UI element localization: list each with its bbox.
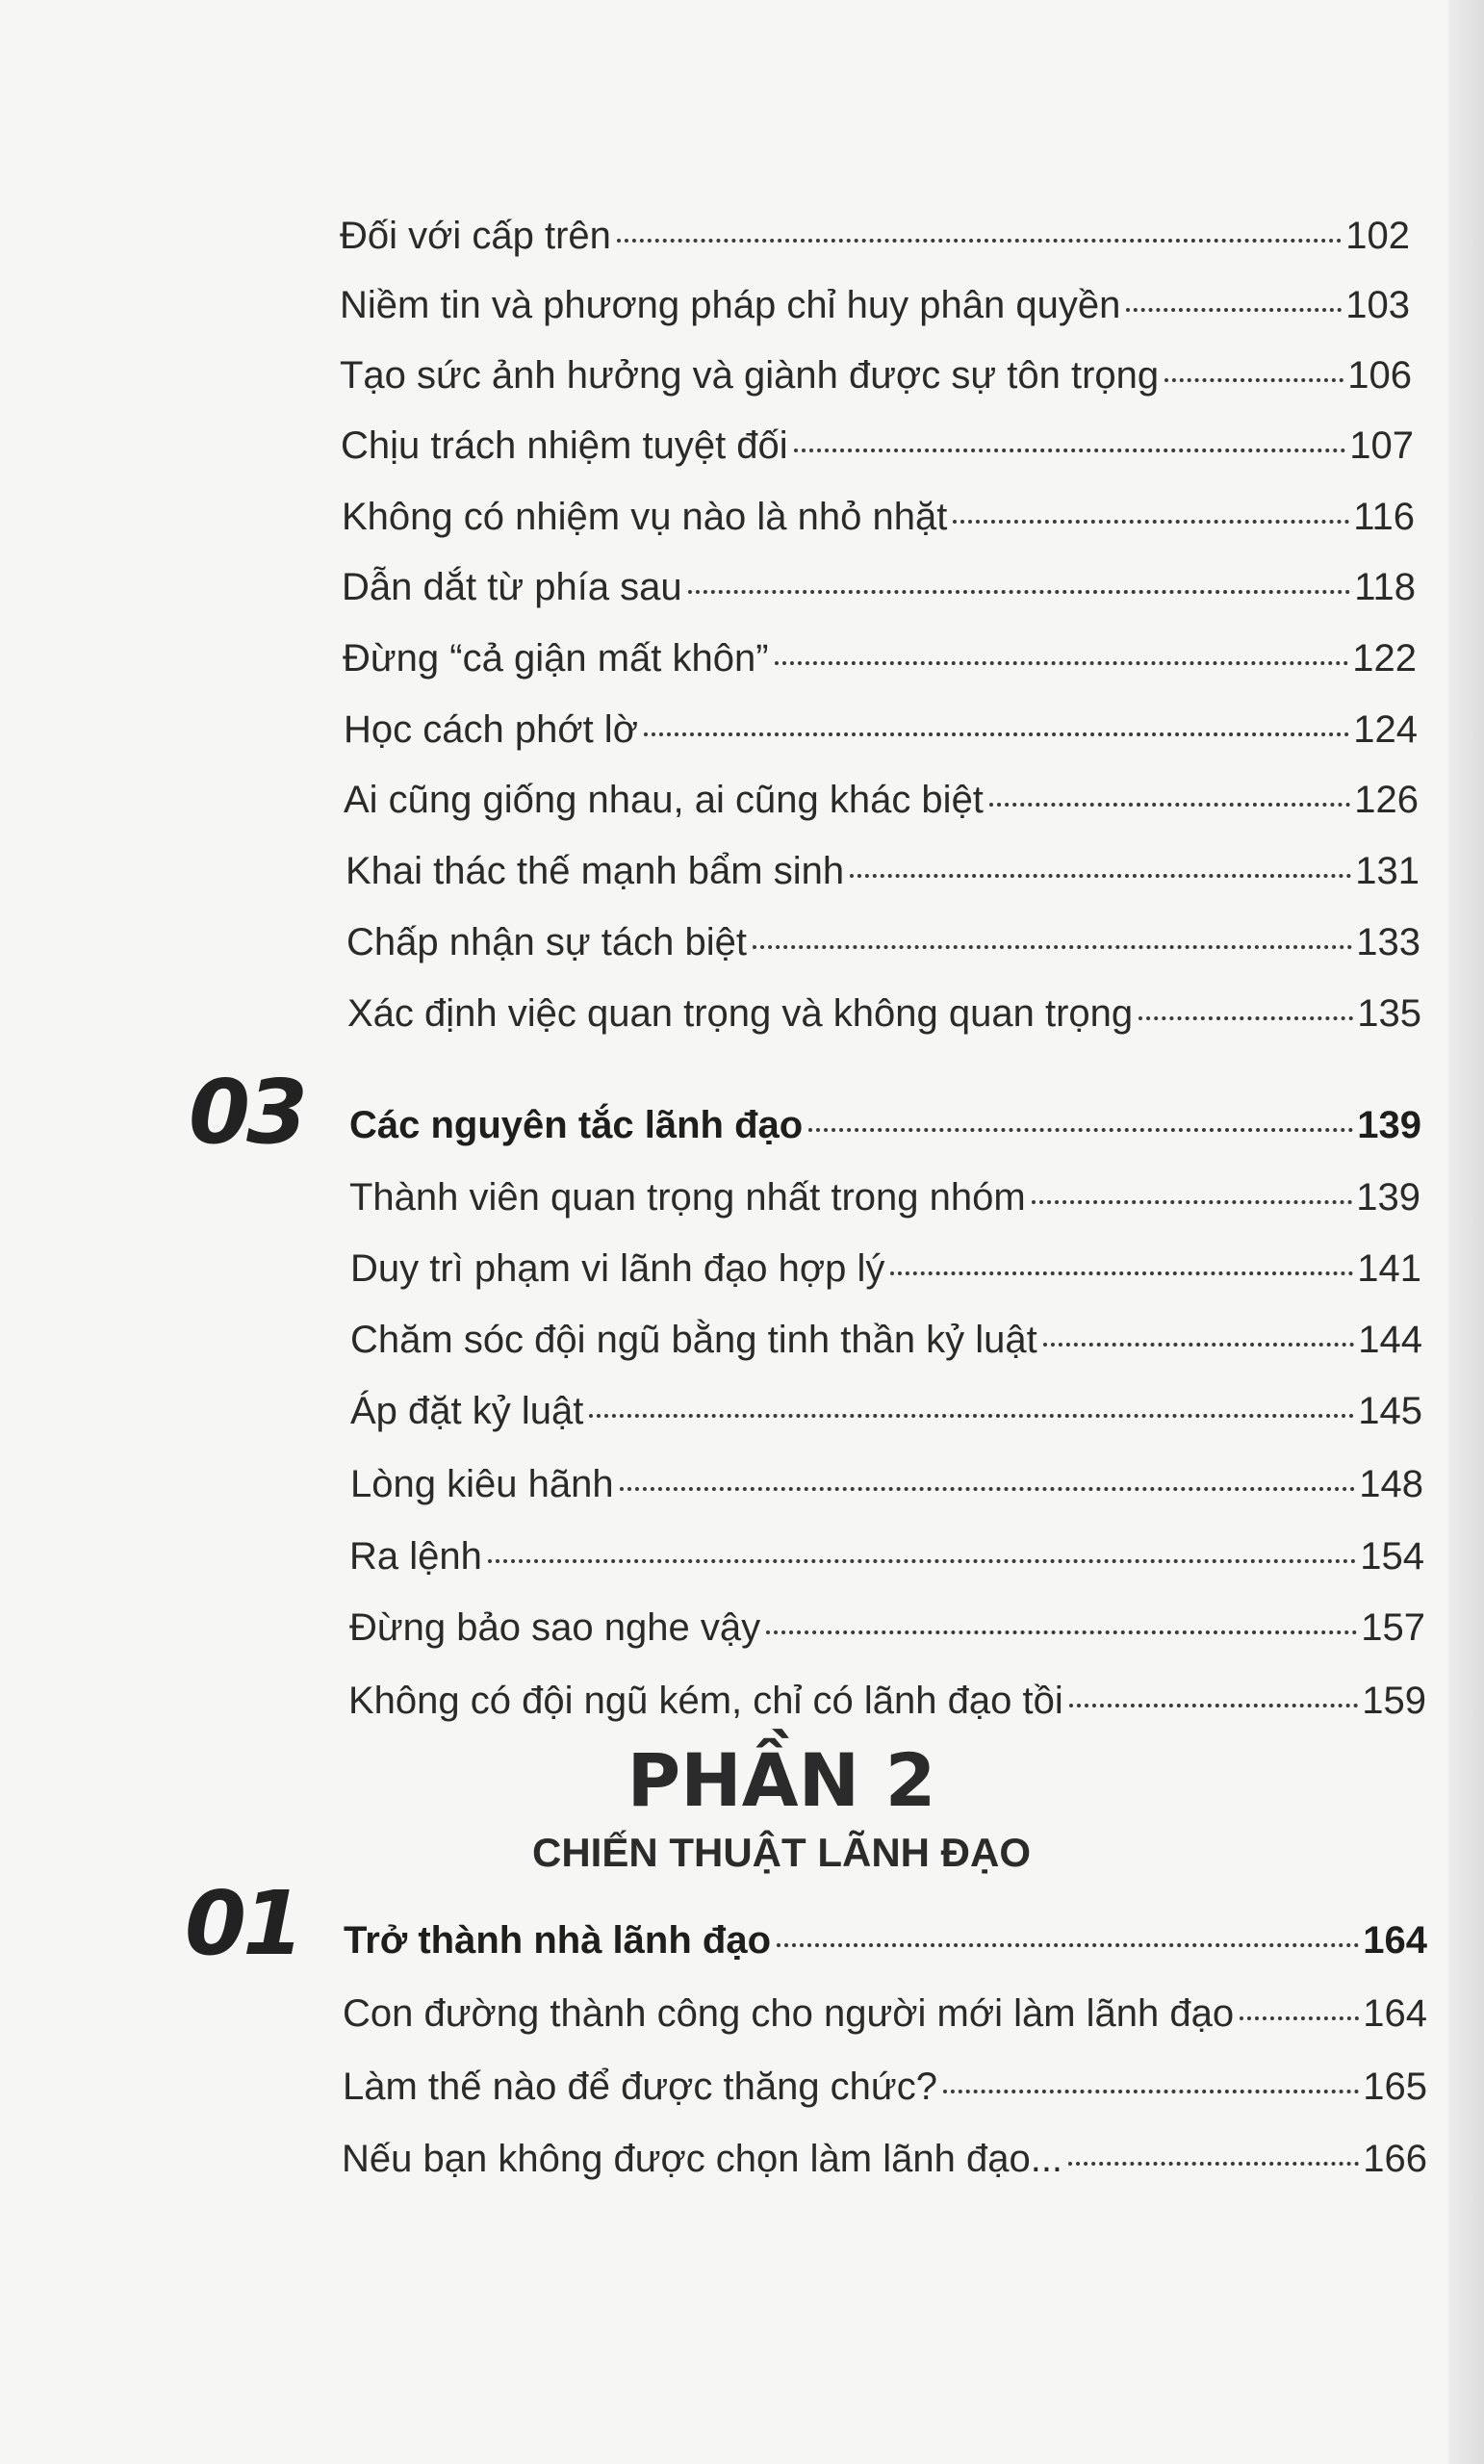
toc-entry-title: Không có nhiệm vụ nào là nhỏ nhặt bbox=[342, 496, 948, 538]
toc-entry[interactable] bbox=[344, 706, 1418, 754]
dot-leader bbox=[753, 945, 1352, 949]
toc-entry[interactable] bbox=[343, 2063, 1427, 2111]
toc-entry-page: 148 bbox=[1359, 1463, 1423, 1505]
toc-entry-page: 116 bbox=[1353, 496, 1415, 538]
chapter-title: Trở thành nhà lãnh đạo bbox=[344, 1919, 772, 1962]
toc-entry[interactable] bbox=[340, 351, 1412, 399]
chapter-number: 03 bbox=[189, 1061, 305, 1164]
toc-entry-page: 159 bbox=[1362, 1680, 1426, 1722]
toc-entry-page: 124 bbox=[1353, 708, 1418, 751]
dot-leader bbox=[688, 590, 1351, 594]
toc-entry[interactable] bbox=[341, 422, 1414, 470]
dot-leader bbox=[953, 520, 1349, 524]
toc-entry-page: 139 bbox=[1356, 1176, 1420, 1219]
toc-entry[interactable] bbox=[349, 1173, 1420, 1221]
dot-leader bbox=[850, 874, 1351, 878]
toc-entry[interactable] bbox=[345, 847, 1420, 895]
toc-entry[interactable] bbox=[348, 1677, 1426, 1725]
toc-entry-page: 106 bbox=[1347, 354, 1412, 397]
toc-entry-title: Áp đặt kỷ luật bbox=[350, 1390, 584, 1432]
toc-entry-page: 154 bbox=[1360, 1535, 1424, 1578]
toc-entry-title: Thành viên quan trọng nhất trong nhóm bbox=[349, 1176, 1026, 1219]
toc-entry-title: Niềm tin và phương pháp chỉ huy phân quyền bbox=[340, 284, 1121, 326]
chapter-page: 139 bbox=[1357, 1104, 1421, 1146]
dot-leader bbox=[1240, 2016, 1359, 2020]
dot-leader bbox=[644, 732, 1349, 736]
toc-entry-title: Học cách phớt lờ bbox=[344, 708, 638, 751]
toc-entry-page: 164 bbox=[1363, 1992, 1427, 2035]
toc-entry-title: Nếu bạn không được chọn làm lãnh đạo... bbox=[342, 2138, 1063, 2180]
toc-entry-title: Duy trì phạm vi lãnh đạo hợp lý bbox=[350, 1247, 885, 1290]
toc-entry[interactable] bbox=[349, 1532, 1424, 1580]
chapter-title: Các nguyên tắc lãnh đạo bbox=[349, 1104, 804, 1146]
toc-entry-page: 145 bbox=[1358, 1390, 1422, 1432]
dot-leader bbox=[617, 239, 1342, 243]
toc-entry-page: 135 bbox=[1357, 992, 1421, 1035]
toc-entry[interactable] bbox=[340, 212, 1410, 260]
toc-entry[interactable] bbox=[343, 634, 1417, 682]
dot-leader bbox=[589, 1414, 1354, 1418]
toc-entry[interactable] bbox=[340, 281, 1410, 329]
toc-entry-title: Chăm sóc đội ngũ bằng tinh thần kỷ luật bbox=[350, 1319, 1037, 1361]
dot-leader bbox=[794, 449, 1346, 452]
toc-entry-page: 141 bbox=[1357, 1247, 1421, 1290]
dot-leader bbox=[488, 1559, 1356, 1563]
toc-entry-page: 157 bbox=[1361, 1606, 1425, 1649]
toc-entry-title: Lòng kiêu hãnh bbox=[350, 1463, 614, 1505]
toc-entry-title: Tạo sức ảnh hưởng và giành được sự tôn trọng bbox=[340, 354, 1160, 397]
toc-entry-title: Ai cũng giống nhau, ai cũng khác biệt bbox=[344, 779, 984, 821]
toc-entry-title: Làm thế nào để được thăng chức? bbox=[343, 2066, 937, 2108]
toc-entry-title: Ra lệnh bbox=[349, 1535, 482, 1578]
toc-entry-title: Xác định việc quan trọng và không quan trọng bbox=[347, 992, 1134, 1035]
toc-entry-title: Đừng bảo sao nghe vậy bbox=[349, 1606, 761, 1649]
toc-entry[interactable] bbox=[342, 2135, 1427, 2183]
toc-entry-page: 131 bbox=[1355, 850, 1420, 892]
chapter-heading[interactable] bbox=[349, 1101, 1421, 1149]
dot-leader bbox=[943, 2090, 1359, 2093]
dot-leader bbox=[1139, 1016, 1353, 1020]
toc-entry[interactable] bbox=[342, 563, 1416, 611]
toc-entry-page: 103 bbox=[1345, 284, 1410, 326]
toc-entry[interactable] bbox=[342, 493, 1415, 541]
dot-leader bbox=[989, 803, 1350, 807]
dot-leader bbox=[1068, 2162, 1359, 2166]
dot-leader bbox=[890, 1271, 1353, 1275]
dot-leader bbox=[1032, 1200, 1353, 1204]
toc-entry[interactable] bbox=[350, 1316, 1422, 1364]
toc-entry-page: 126 bbox=[1354, 779, 1419, 821]
toc-entry[interactable] bbox=[346, 918, 1420, 966]
chapter-page: 164 bbox=[1363, 1919, 1427, 1962]
dot-leader bbox=[766, 1630, 1357, 1634]
toc-entry-page: 144 bbox=[1358, 1319, 1422, 1361]
toc-entry-title: Dẫn dắt từ phía sau bbox=[342, 566, 682, 608]
dot-leader bbox=[775, 661, 1349, 665]
toc-entry[interactable] bbox=[347, 989, 1421, 1038]
dot-leader bbox=[620, 1487, 1356, 1491]
dot-leader bbox=[808, 1128, 1353, 1132]
toc-entry-page: 133 bbox=[1356, 921, 1420, 963]
toc-entry-title: Đối với cấp trên bbox=[340, 215, 611, 257]
toc-entry-page: 122 bbox=[1352, 637, 1417, 680]
toc-entry[interactable] bbox=[350, 1387, 1422, 1435]
toc-entry[interactable] bbox=[350, 1460, 1423, 1508]
toc-entry-title: Chịu trách nhiệm tuyệt đối bbox=[341, 424, 788, 467]
toc-entry-page: 118 bbox=[1354, 566, 1416, 608]
dot-leader bbox=[777, 1943, 1359, 1947]
toc-entry-title: Không có đội ngũ kém, chỉ có lãnh đạo tồi bbox=[348, 1680, 1063, 1722]
part-subtitle: CHIẾN THUẬT LÃNH ĐẠO bbox=[532, 1830, 1031, 1875]
toc-entry[interactable] bbox=[350, 1245, 1421, 1293]
toc-entry-page: 166 bbox=[1363, 2138, 1427, 2180]
toc-entry-page: 107 bbox=[1349, 424, 1414, 467]
dot-leader bbox=[1164, 378, 1343, 382]
toc-entry[interactable] bbox=[349, 1604, 1425, 1652]
part-title: PHẦN 2 bbox=[627, 1737, 936, 1823]
toc-entry-page: 102 bbox=[1345, 215, 1410, 257]
toc-entry[interactable] bbox=[344, 776, 1419, 824]
chapter-heading[interactable] bbox=[344, 1916, 1427, 1964]
toc-entry-page: 165 bbox=[1363, 2066, 1427, 2108]
dot-leader bbox=[1069, 1704, 1359, 1707]
toc-entry-title: Chấp nhận sự tách biệt bbox=[346, 921, 747, 963]
toc-entry-title: Con đường thành công cho người mới làm lãnh đạo bbox=[343, 1992, 1235, 2035]
chapter-number: 01 bbox=[185, 1872, 301, 1975]
toc-entry-title: Khai thác thế mạnh bẩm sinh bbox=[345, 850, 845, 892]
toc-entry-title: Đừng “cả giận mất khôn” bbox=[343, 637, 769, 680]
dot-leader bbox=[1126, 308, 1342, 312]
dot-leader bbox=[1043, 1343, 1354, 1347]
toc-entry[interactable] bbox=[343, 1989, 1427, 2038]
